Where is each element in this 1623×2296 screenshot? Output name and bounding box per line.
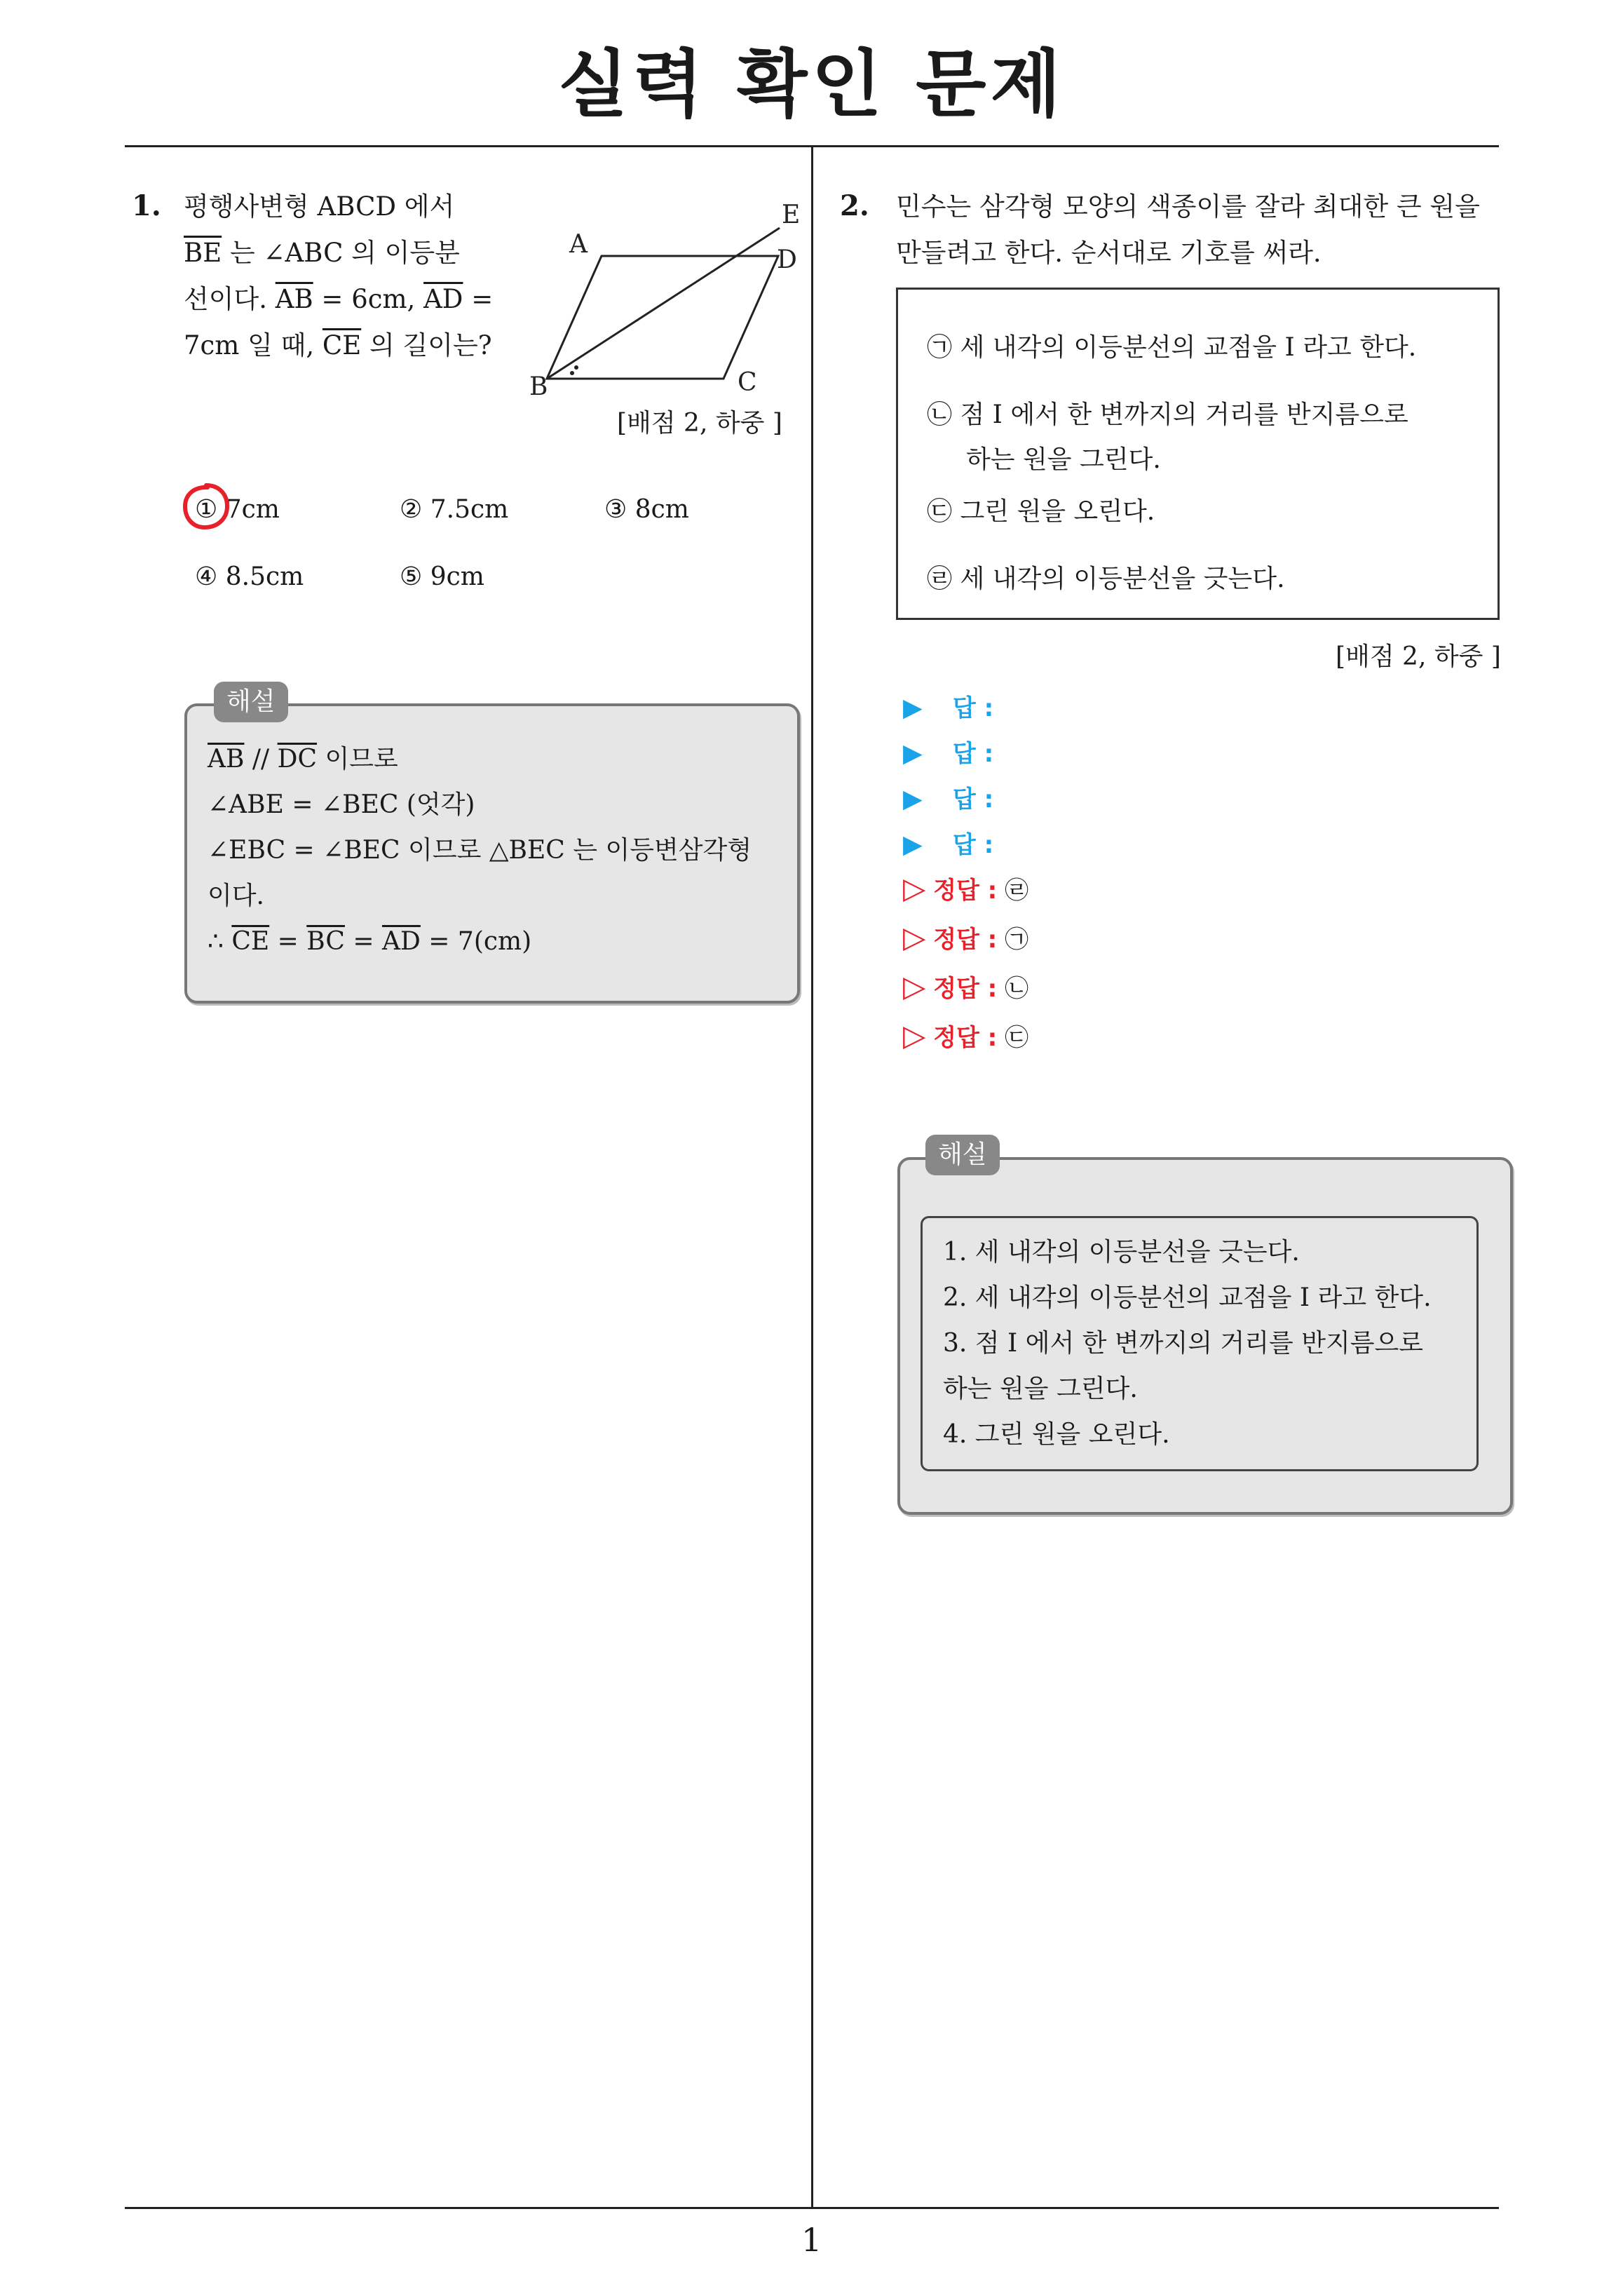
question-2-number: 2. [840, 189, 869, 222]
q2-exp-line-3: 3. 점 I 에서 한 변까지의 거리를 반지름으로 [943, 1329, 1424, 1358]
option-2[interactable]: ② 7.5cm [400, 495, 509, 524]
q1-exp-line-5-post: = 7(cm) [420, 927, 532, 956]
vertex-a-label: A [569, 230, 588, 259]
q1-exp-line-2: ∠ABE = ∠BEC (엇각) [208, 790, 475, 819]
q2-exp-line-5: 4. 그린 원을 오린다. [943, 1420, 1170, 1449]
option-5[interactable]: ⑤ 9cm [400, 562, 484, 591]
answer-label: 답 : [952, 831, 994, 859]
column-divider [811, 147, 813, 2208]
q2-exp-line-1: 1. 세 내각의 이등분선을 긋는다. [943, 1238, 1300, 1267]
vertex-d-label: D [777, 245, 797, 274]
step-1: ㉠ 세 내각의 이등분선의 교점을 I 라고 한다. [927, 333, 1417, 362]
q1-line-4-post: 의 길이는? [361, 330, 492, 360]
outline-arrow-icon: ▷ [903, 920, 926, 954]
q1-exp-line-4: 이다. [208, 882, 264, 910]
play-arrow-icon: ▶ [903, 830, 923, 859]
segment-be: $\overline{BE}$ [184, 238, 222, 268]
q2-explanation-text [943, 1229, 1476, 1457]
answer-label: 답 : [952, 785, 994, 813]
correct-label: 정답 : [933, 877, 998, 905]
play-arrow-icon: ▶ [903, 785, 923, 813]
segment-ad: $\overline{AD}$ [423, 284, 463, 314]
answer-label: 답 : [952, 694, 994, 722]
bottom-rule [125, 2207, 1499, 2209]
seg-ce: $\overline{CE}$ [231, 927, 270, 956]
page-title: 실력 확인 문제 [557, 41, 1066, 127]
correct-answer-value: ㉡ [1005, 975, 1029, 1003]
step-2: ㉡ 점 I 에서 한 변까지의 거리를 반지름으로 [927, 400, 1408, 429]
question-1-text [184, 184, 520, 369]
q1-exp-line-1 [208, 736, 782, 782]
answer-label: 답 : [952, 740, 994, 768]
correct-label: 정답 : [933, 975, 998, 1003]
correct-label: 정답 : [933, 926, 998, 954]
option-3[interactable]: ③ 8cm [604, 495, 689, 524]
play-arrow-icon: ▶ [903, 694, 923, 722]
question-1-number: 1. [132, 189, 161, 222]
q2-line-1: 민수는 삼각형 모양의 색종이를 잘라 최대한 큰 원을 [896, 191, 1480, 222]
q1-line-1: 평행사변형 ABCD 에서 [184, 191, 455, 222]
q1-line-3-post: = [463, 284, 494, 314]
answer-row-1[interactable] [903, 689, 993, 723]
outline-arrow-icon: ▷ [903, 969, 926, 1004]
seg-ab: $\overline{AB}$ [208, 745, 245, 774]
question-2-text [896, 184, 1527, 276]
answer-row-4[interactable] [903, 825, 993, 860]
parallel-sign: // [244, 745, 278, 774]
q1-line-4 [184, 323, 520, 369]
q1-explanation-text [208, 736, 782, 964]
option-1[interactable]: ① 7cm [195, 495, 280, 524]
eq-1: = [269, 927, 307, 956]
q2-explanation-tag: 해설 [925, 1135, 1000, 1175]
correct-answer-value: ㉠ [1005, 926, 1029, 954]
segment-ab: $\overline{AB}$ [275, 284, 313, 314]
q2-exp-line-2: 2. 세 내각의 이등분선의 교점을 I 라고 한다. [943, 1283, 1432, 1312]
eq-2: = [344, 927, 382, 956]
seg-dc: $\overline{DC}$ [277, 745, 318, 774]
vertex-c-label: C [738, 368, 757, 397]
therefore: ∴ [208, 927, 232, 956]
q2-line-2: 만들려고 한다. 순서대로 기호를 써라. [896, 238, 1322, 268]
option-4[interactable]: ④ 8.5cm [195, 562, 304, 591]
q1-explanation-tag: 해설 [214, 682, 288, 722]
step-3: ㉢ 그린 원을 오린다. [927, 497, 1155, 526]
q1-line-2-rest: 는 ∠ABC 의 이등분 [222, 238, 460, 268]
outline-arrow-icon: ▷ [903, 871, 926, 905]
q2-score: [배점 2, 하중 ] [1336, 642, 1501, 671]
correct-label: 정답 : [933, 1024, 998, 1052]
seg-bc: $\overline{BC}$ [306, 927, 345, 956]
correct-row-1 [903, 871, 1028, 905]
vertex-e-label: E [782, 201, 801, 229]
page-number: 1 [801, 2221, 822, 2259]
q1-line-3-mid: = 6cm, [313, 284, 424, 314]
step-2-cont: 하는 원을 그린다. [966, 445, 1161, 474]
answer-mark-circle [181, 481, 231, 532]
q1-line-2 [184, 230, 520, 276]
q2-exp-line-4: 하는 원을 그린다. [943, 1375, 1138, 1403]
q1-line-4-pre: 7cm 일 때, [184, 330, 322, 360]
parallelogram-figure [526, 189, 813, 407]
answer-row-3[interactable] [903, 780, 993, 814]
q1-line-3 [184, 276, 520, 323]
q1-exp-line-5 [208, 919, 782, 964]
q1-line-3-pre: 선이다. [184, 284, 276, 314]
segment-ce: $\overline{CE}$ [322, 330, 362, 360]
play-arrow-icon: ▶ [903, 739, 923, 768]
vertex-b-label: B [529, 372, 548, 401]
step-4: ㉣ 세 내각의 이등분선을 긋는다. [927, 565, 1285, 593]
q1-exp-line-3: ∠EBC = ∠BEC 이므로 △BEC 는 이등변삼각형 [208, 836, 752, 865]
correct-answer-value: ㉢ [1005, 1024, 1029, 1052]
correct-row-2 [903, 920, 1028, 954]
correct-row-3 [903, 969, 1028, 1004]
correct-row-4 [903, 1018, 1028, 1053]
q1-score: [배점 2, 하중 ] [617, 409, 782, 438]
q1-exp-line-1-post: 이므로 [317, 745, 398, 774]
outline-arrow-icon: ▷ [903, 1018, 926, 1053]
seg-ad: $\overline{AD}$ [381, 927, 421, 956]
answer-row-2[interactable] [903, 734, 993, 769]
correct-answer-value: ㉣ [1005, 877, 1029, 905]
